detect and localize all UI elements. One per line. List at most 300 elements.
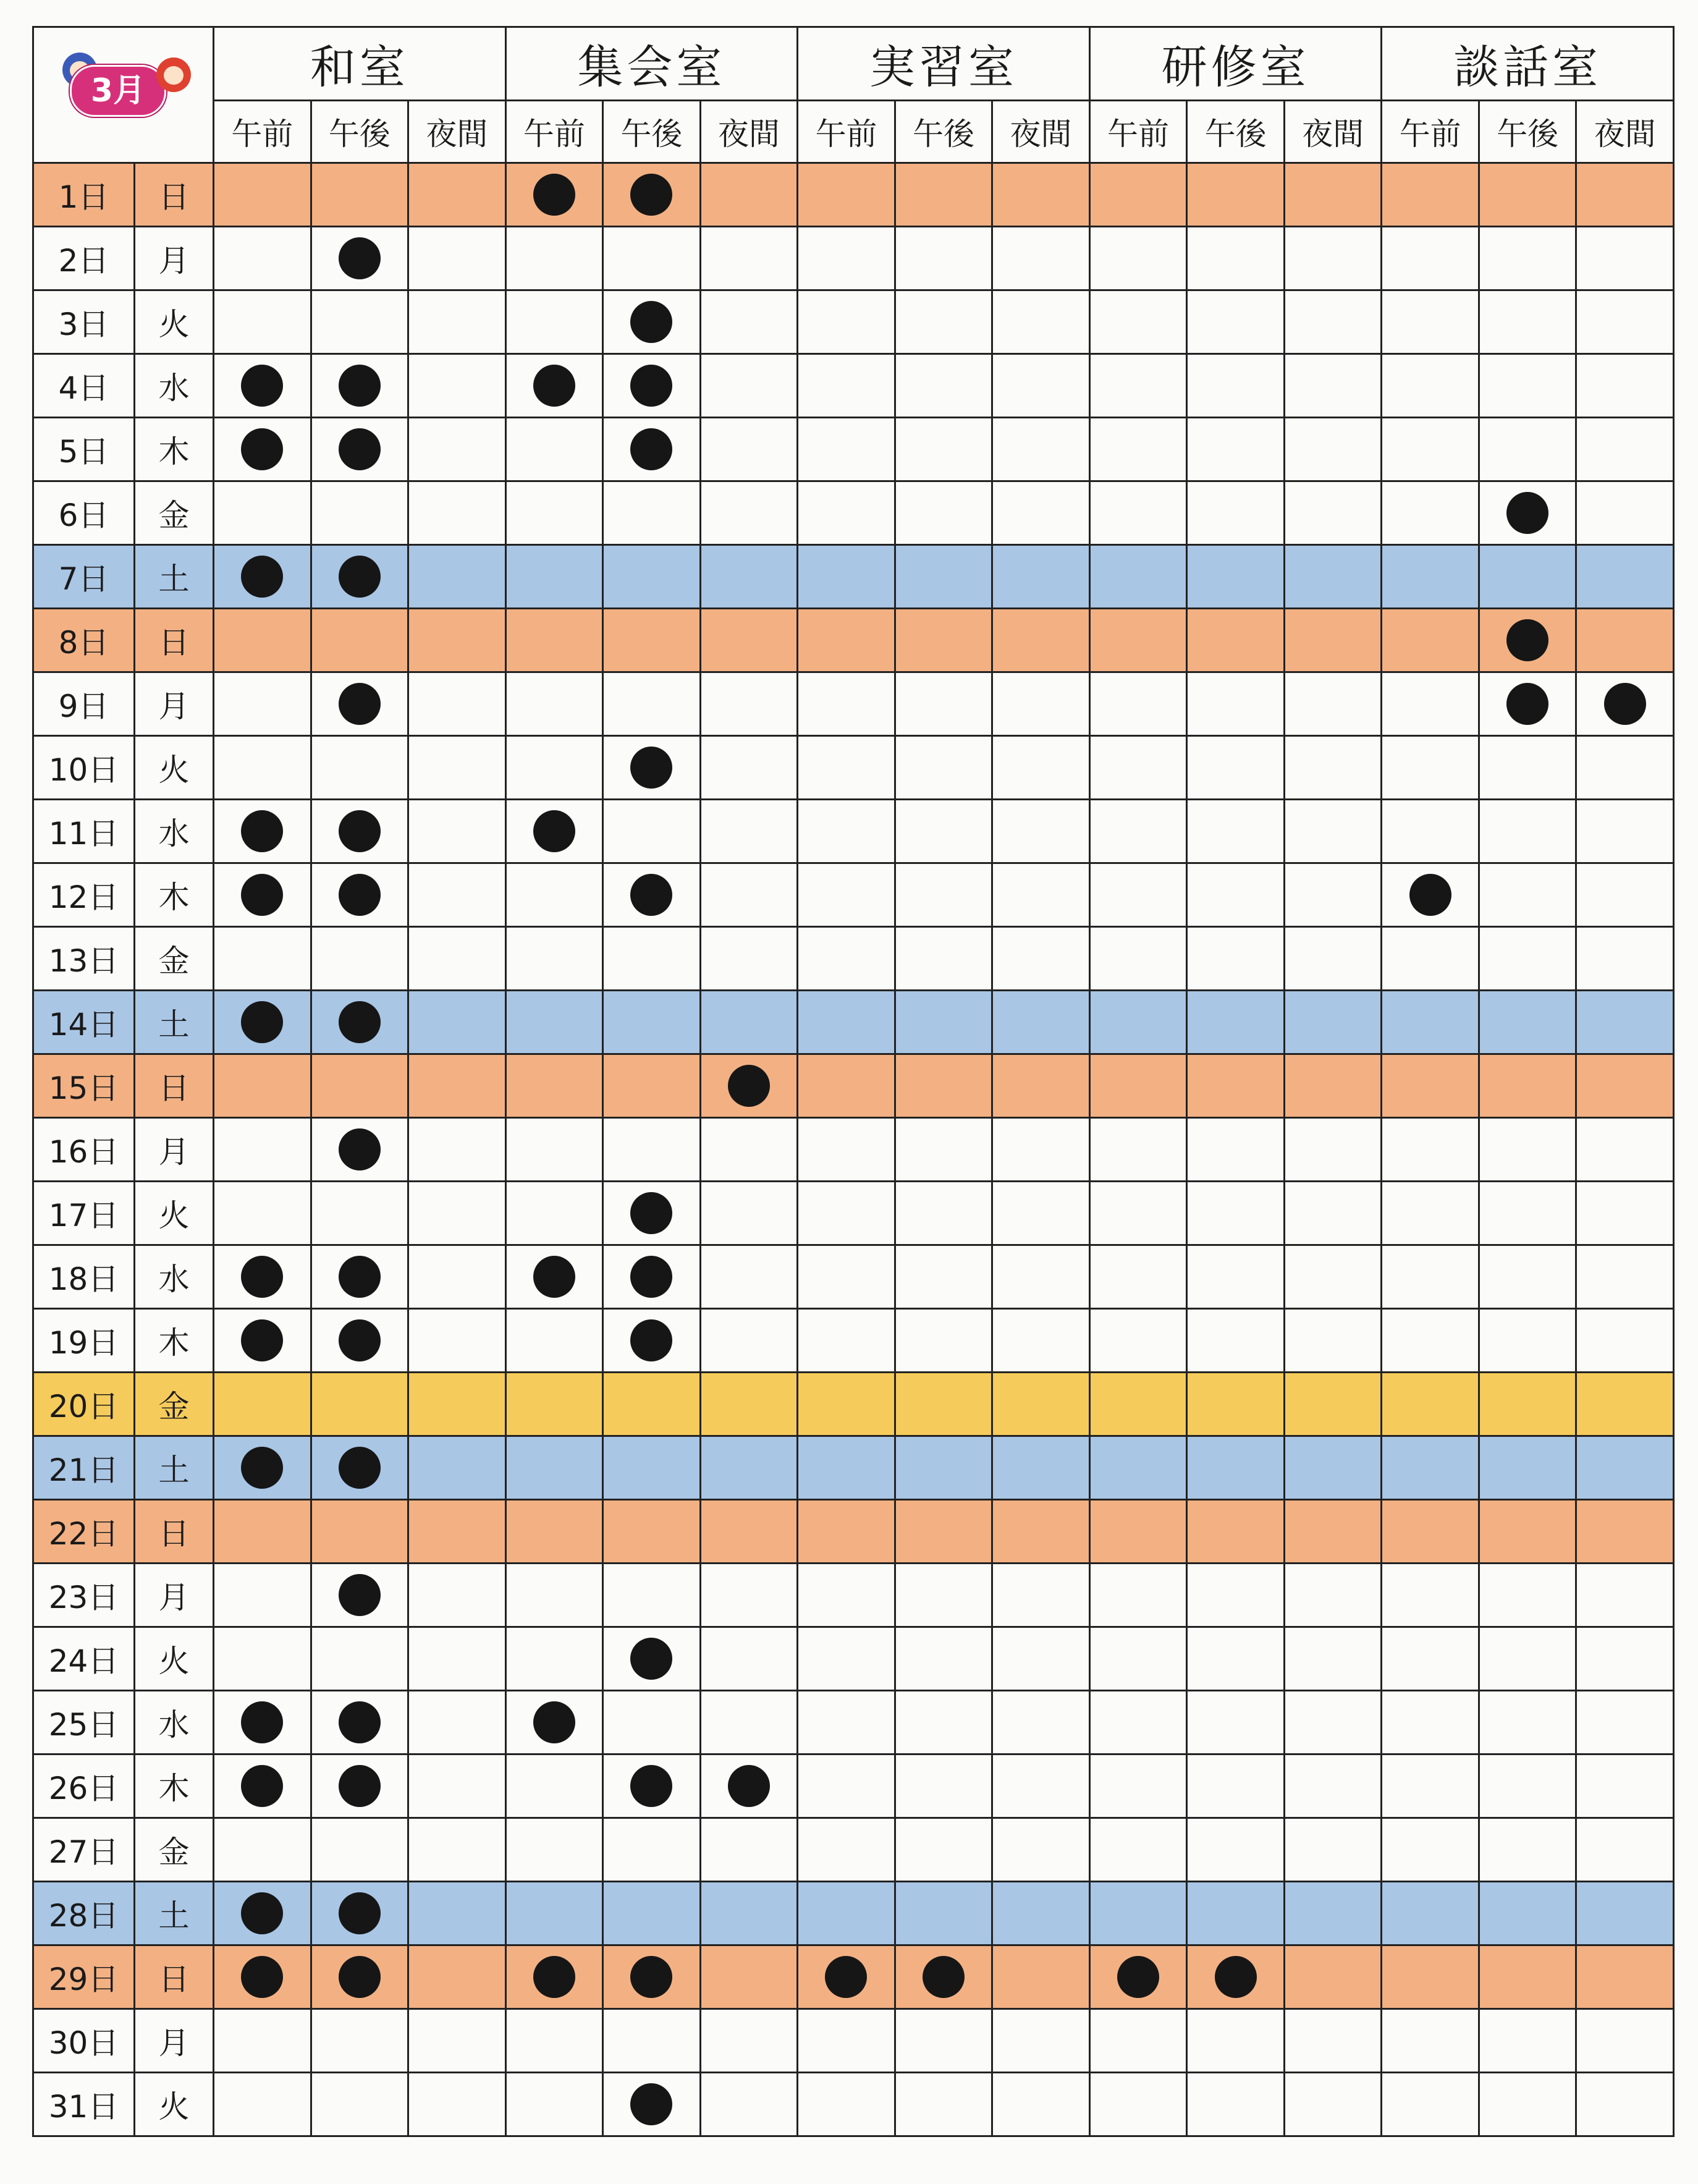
slot-header: 夜間 (700, 101, 798, 163)
day-number: 11日 (33, 800, 135, 863)
weekday: 火 (135, 736, 214, 800)
slot-cell (311, 1754, 408, 1818)
slot-cell (895, 1118, 992, 1182)
slot-cell (1382, 736, 1479, 800)
slot-cell (700, 800, 798, 863)
slot-cell (1576, 1245, 1674, 1309)
slot-cell (1382, 927, 1479, 991)
slot-cell (1284, 290, 1382, 354)
month-corner (33, 27, 214, 163)
slot-cell (798, 1627, 895, 1691)
slot-cell (1187, 1182, 1285, 1245)
slot-cell (505, 1945, 603, 2009)
slot-cell (603, 672, 701, 736)
slot-cell (798, 418, 895, 481)
day-number: 19日 (33, 1309, 135, 1373)
slot-cell (214, 609, 311, 672)
slot-cell (700, 1309, 798, 1373)
slot-header: 午後 (1187, 101, 1285, 163)
weekday: 木 (135, 1754, 214, 1818)
slot-cell (700, 991, 798, 1054)
slot-cell (1187, 672, 1285, 736)
day-row (33, 1564, 1674, 1627)
room-header: 実習室 (798, 27, 1090, 101)
slot-cell (1089, 1945, 1187, 2009)
slot-cell (505, 609, 603, 672)
slot-cell (505, 863, 603, 927)
slot-cell (505, 1754, 603, 1818)
slot-cell (505, 1182, 603, 1245)
weekday: 木 (135, 863, 214, 927)
slot-cell (798, 1691, 895, 1754)
slot-cell (1479, 481, 1576, 545)
slot-cell (311, 1118, 408, 1182)
slot-cell (1479, 1182, 1576, 1245)
day-number: 14日 (33, 991, 135, 1054)
slot-cell (895, 481, 992, 545)
slot-cell (1187, 736, 1285, 800)
slot-cell (1576, 481, 1674, 545)
slot-cell (1089, 227, 1187, 290)
booked-dot-icon (728, 1765, 770, 1807)
slot-cell (700, 1882, 798, 1945)
slot-cell (1089, 1882, 1187, 1945)
slot-cell (992, 1945, 1090, 2009)
slot-cell (895, 800, 992, 863)
booked-dot-icon (630, 301, 672, 343)
day-number: 25日 (33, 1691, 135, 1754)
slot-cell (214, 354, 311, 418)
slot-cell (798, 1500, 895, 1564)
slot-cell (1284, 2009, 1382, 2073)
slot-cell (408, 1436, 506, 1500)
slot-cell (603, 800, 701, 863)
slot-cell (992, 609, 1090, 672)
slot-cell (1187, 2009, 1285, 2073)
slot-cell (1576, 418, 1674, 481)
slot-cell (700, 290, 798, 354)
slot-cell (1187, 163, 1285, 227)
slot-cell (1187, 227, 1285, 290)
slot-cell (1284, 1564, 1382, 1627)
day-number: 2日 (33, 227, 135, 290)
slot-cell (798, 1245, 895, 1309)
slot-cell (1382, 1309, 1479, 1373)
slot-cell (311, 800, 408, 863)
slot-cell (1382, 1182, 1479, 1245)
slot-cell (700, 1054, 798, 1118)
slot-cell (700, 609, 798, 672)
slot-cell (603, 1436, 701, 1500)
day-row (33, 609, 1674, 672)
slot-cell (1089, 163, 1187, 227)
slot-cell (1089, 1754, 1187, 1818)
day-row (33, 1373, 1674, 1436)
slot-cell (1382, 1945, 1479, 2009)
hina-doll-icon (156, 57, 191, 92)
day-number: 20日 (33, 1373, 135, 1436)
slot-cell (700, 1118, 798, 1182)
slot-cell (1576, 1691, 1674, 1754)
slot-cell (311, 1373, 408, 1436)
slot-cell (1089, 1818, 1187, 1882)
day-number: 27日 (33, 1818, 135, 1882)
slot-cell (1382, 1436, 1479, 1500)
slot-cell (1089, 863, 1187, 927)
slot-cell (1576, 354, 1674, 418)
slot-cell (1382, 2073, 1479, 2136)
slot-cell (408, 163, 506, 227)
slot-cell (311, 609, 408, 672)
slot-cell (214, 927, 311, 991)
slot-cell (311, 2009, 408, 2073)
weekday: 月 (135, 2009, 214, 2073)
weekday: 月 (135, 1118, 214, 1182)
slot-cell (1576, 1627, 1674, 1691)
slot-cell (895, 227, 992, 290)
slot-cell (214, 1118, 311, 1182)
slot-cell (798, 1945, 895, 2009)
day-row (33, 1818, 1674, 1882)
slot-cell (1479, 1245, 1576, 1309)
slot-cell (1382, 609, 1479, 672)
slot-cell (311, 672, 408, 736)
slot-cell (798, 927, 895, 991)
day-number: 21日 (33, 1436, 135, 1500)
booked-dot-icon (241, 556, 283, 598)
slot-cell (992, 481, 1090, 545)
slot-cell (1284, 481, 1382, 545)
slot-cell (895, 1691, 992, 1754)
slot-cell (603, 545, 701, 609)
slot-cell (408, 863, 506, 927)
day-number: 28日 (33, 1882, 135, 1945)
day-row (33, 2009, 1674, 2073)
slot-cell (505, 418, 603, 481)
booked-dot-icon (339, 1892, 381, 1934)
slot-cell (992, 800, 1090, 863)
slot-cell (603, 1627, 701, 1691)
slot-cell (408, 418, 506, 481)
slot-cell (311, 1564, 408, 1627)
slot-cell (1187, 1309, 1285, 1373)
slot-cell (798, 481, 895, 545)
booked-dot-icon (241, 1892, 283, 1934)
day-row (33, 418, 1674, 481)
booked-dot-icon (533, 810, 575, 852)
day-row (33, 927, 1674, 991)
slot-cell (1576, 927, 1674, 991)
slot-cell (992, 2073, 1090, 2136)
slot-cell (1284, 1754, 1382, 1818)
slot-cell (1284, 672, 1382, 736)
slot-cell (700, 736, 798, 800)
slot-cell (408, 1500, 506, 1564)
weekday: 金 (135, 1818, 214, 1882)
slot-cell (505, 927, 603, 991)
booked-dot-icon (339, 556, 381, 598)
weekday: 土 (135, 1436, 214, 1500)
slot-header: 午前 (214, 101, 311, 163)
slot-cell (1382, 1818, 1479, 1882)
slot-cell (505, 991, 603, 1054)
slot-cell (895, 354, 992, 418)
slot-cell (1479, 863, 1576, 927)
slot-cell (214, 1818, 311, 1882)
slot-cell (798, 1118, 895, 1182)
slot-cell (798, 2009, 895, 2073)
slot-cell (408, 2009, 506, 2073)
slot-cell (1479, 1754, 1576, 1818)
slot-cell (214, 991, 311, 1054)
slot-cell (408, 1118, 506, 1182)
day-row (33, 800, 1674, 863)
slot-cell (1382, 1054, 1479, 1118)
slot-cell (1284, 1627, 1382, 1691)
weekday: 日 (135, 163, 214, 227)
slot-cell (700, 1564, 798, 1627)
slot-cell (1382, 991, 1479, 1054)
weekday: 土 (135, 545, 214, 609)
booked-dot-icon (630, 1256, 672, 1298)
slot-cell (1479, 1436, 1576, 1500)
slot-cell (603, 991, 701, 1054)
slot-cell (505, 1054, 603, 1118)
slot-cell (311, 1882, 408, 1945)
slot-cell (1284, 1118, 1382, 1182)
slot-cell (798, 609, 895, 672)
slot-cell (895, 1054, 992, 1118)
slot-cell (1479, 227, 1576, 290)
slot-cell (895, 927, 992, 991)
slot-cell (505, 1309, 603, 1373)
slot-cell (1479, 927, 1576, 991)
slot-cell (603, 163, 701, 227)
slot-header: 夜間 (1576, 101, 1674, 163)
weekday: 火 (135, 2073, 214, 2136)
slot-cell (992, 1436, 1090, 1500)
slot-header: 午前 (1382, 101, 1479, 163)
slot-cell (1187, 863, 1285, 927)
weekday: 土 (135, 1882, 214, 1945)
slot-cell (1089, 1118, 1187, 1182)
weekday: 火 (135, 290, 214, 354)
slot-cell (1382, 418, 1479, 481)
slot-cell (895, 1818, 992, 1882)
booked-dot-icon (533, 1956, 575, 1998)
slot-cell (214, 2073, 311, 2136)
slot-cell (1089, 2009, 1187, 2073)
slot-cell (311, 863, 408, 927)
slot-cell (895, 736, 992, 800)
booked-dot-icon (339, 1256, 381, 1298)
slot-cell (895, 1245, 992, 1309)
day-row (33, 1500, 1674, 1564)
slot-cell (1284, 1818, 1382, 1882)
slot-cell (1479, 418, 1576, 481)
slot-cell (311, 1500, 408, 1564)
day-row (33, 1945, 1674, 2009)
weekday: 月 (135, 227, 214, 290)
slot-cell (1576, 1182, 1674, 1245)
slot-cell (603, 1691, 701, 1754)
slot-cell (1479, 991, 1576, 1054)
slot-cell (1382, 1627, 1479, 1691)
slot-cell (1089, 1564, 1187, 1627)
slot-cell (700, 1818, 798, 1882)
slot-cell (1382, 481, 1479, 545)
slot-cell (408, 1818, 506, 1882)
booked-dot-icon (339, 1956, 381, 1998)
booked-dot-icon (630, 1765, 672, 1807)
day-number: 23日 (33, 1564, 135, 1627)
slot-cell (1479, 290, 1576, 354)
slot-cell (311, 1245, 408, 1309)
slot-cell (895, 1945, 992, 2009)
slot-cell (408, 991, 506, 1054)
slot-cell (603, 2073, 701, 2136)
slot-cell (1576, 1373, 1674, 1436)
booked-dot-icon (1506, 683, 1548, 725)
slot-cell (1187, 800, 1285, 863)
slot-cell (311, 227, 408, 290)
slot-cell (1187, 418, 1285, 481)
slot-cell (1089, 481, 1187, 545)
slot-cell (1382, 1882, 1479, 1945)
slot-cell (505, 1564, 603, 1627)
slot-cell (1382, 545, 1479, 609)
slot-cell (408, 227, 506, 290)
slot-cell (1284, 1373, 1382, 1436)
day-number: 12日 (33, 863, 135, 927)
slot-cell (798, 1373, 895, 1436)
slot-cell (1187, 290, 1285, 354)
day-number: 10日 (33, 736, 135, 800)
slot-cell (408, 545, 506, 609)
day-row (33, 354, 1674, 418)
booked-dot-icon (241, 874, 283, 916)
day-row (33, 1627, 1674, 1691)
slot-cell (214, 1882, 311, 1945)
slot-cell (311, 1691, 408, 1754)
slot-cell (1284, 1245, 1382, 1309)
booked-dot-icon (241, 1447, 283, 1489)
slot-cell (1576, 1945, 1674, 2009)
month-badge: 3月 (70, 65, 166, 117)
slot-cell (408, 736, 506, 800)
slot-cell (408, 800, 506, 863)
slot-cell (505, 1373, 603, 1436)
slot-cell (408, 1182, 506, 1245)
slot-cell (311, 1627, 408, 1691)
slot-cell (1479, 1564, 1576, 1627)
slot-cell (798, 1436, 895, 1500)
slot-cell (1284, 1691, 1382, 1754)
slot-cell (895, 1373, 992, 1436)
slot-cell (603, 1818, 701, 1882)
booked-dot-icon (339, 1128, 381, 1170)
slot-cell (408, 481, 506, 545)
slot-cell (214, 1691, 311, 1754)
booked-dot-icon (1604, 683, 1646, 725)
slot-cell (1284, 354, 1382, 418)
slot-cell (992, 290, 1090, 354)
slot-cell (1479, 1054, 1576, 1118)
slot-cell (1576, 1054, 1674, 1118)
slot-cell (214, 1945, 311, 2009)
day-row (33, 1309, 1674, 1373)
booked-dot-icon (630, 2083, 672, 2125)
slot-cell (408, 672, 506, 736)
slot-cell (895, 290, 992, 354)
booked-dot-icon (1117, 1956, 1159, 1998)
slot-cell (798, 290, 895, 354)
day-number: 3日 (33, 290, 135, 354)
slot-cell (603, 927, 701, 991)
slot-cell (1089, 672, 1187, 736)
slot-cell (700, 354, 798, 418)
slot-cell (895, 863, 992, 927)
booked-dot-icon (339, 428, 381, 470)
slot-cell (1479, 672, 1576, 736)
day-number: 16日 (33, 1118, 135, 1182)
slot-cell (505, 672, 603, 736)
booked-dot-icon (533, 365, 575, 407)
slot-cell (798, 354, 895, 418)
slot-cell (311, 290, 408, 354)
slot-cell (1089, 1373, 1187, 1436)
slot-cell (1576, 991, 1674, 1054)
booked-dot-icon (630, 365, 672, 407)
slot-cell (1187, 481, 1285, 545)
booked-dot-icon (241, 810, 283, 852)
slot-cell (1089, 354, 1187, 418)
slot-cell (1284, 1436, 1382, 1500)
slot-cell (603, 1945, 701, 2009)
slot-cell (408, 1754, 506, 1818)
slot-cell (311, 418, 408, 481)
slot-cell (1576, 1118, 1674, 1182)
slot-cell (700, 1245, 798, 1309)
slot-cell (1382, 863, 1479, 927)
slot-cell (1479, 609, 1576, 672)
slot-cell (603, 609, 701, 672)
slot-cell (505, 800, 603, 863)
slot-cell (603, 354, 701, 418)
slot-cell (992, 545, 1090, 609)
slot-cell (1187, 927, 1285, 991)
slot-cell (1284, 991, 1382, 1054)
slot-cell (1479, 2073, 1576, 2136)
slot-cell (1284, 1500, 1382, 1564)
booked-dot-icon (241, 1256, 283, 1298)
slot-cell (214, 481, 311, 545)
slot-cell (700, 1691, 798, 1754)
slot-cell (798, 1054, 895, 1118)
weekday: 火 (135, 1627, 214, 1691)
slot-cell (1479, 736, 1576, 800)
slot-cell (1284, 736, 1382, 800)
slot-cell (1089, 991, 1187, 1054)
slot-cell (408, 1309, 506, 1373)
slot-header: 午後 (603, 101, 701, 163)
slot-cell (1479, 2009, 1576, 2073)
slot-cell (311, 1309, 408, 1373)
slot-cell (1187, 2073, 1285, 2136)
slot-cell (1089, 2073, 1187, 2136)
slot-cell (700, 1436, 798, 1500)
slot-cell (798, 1754, 895, 1818)
